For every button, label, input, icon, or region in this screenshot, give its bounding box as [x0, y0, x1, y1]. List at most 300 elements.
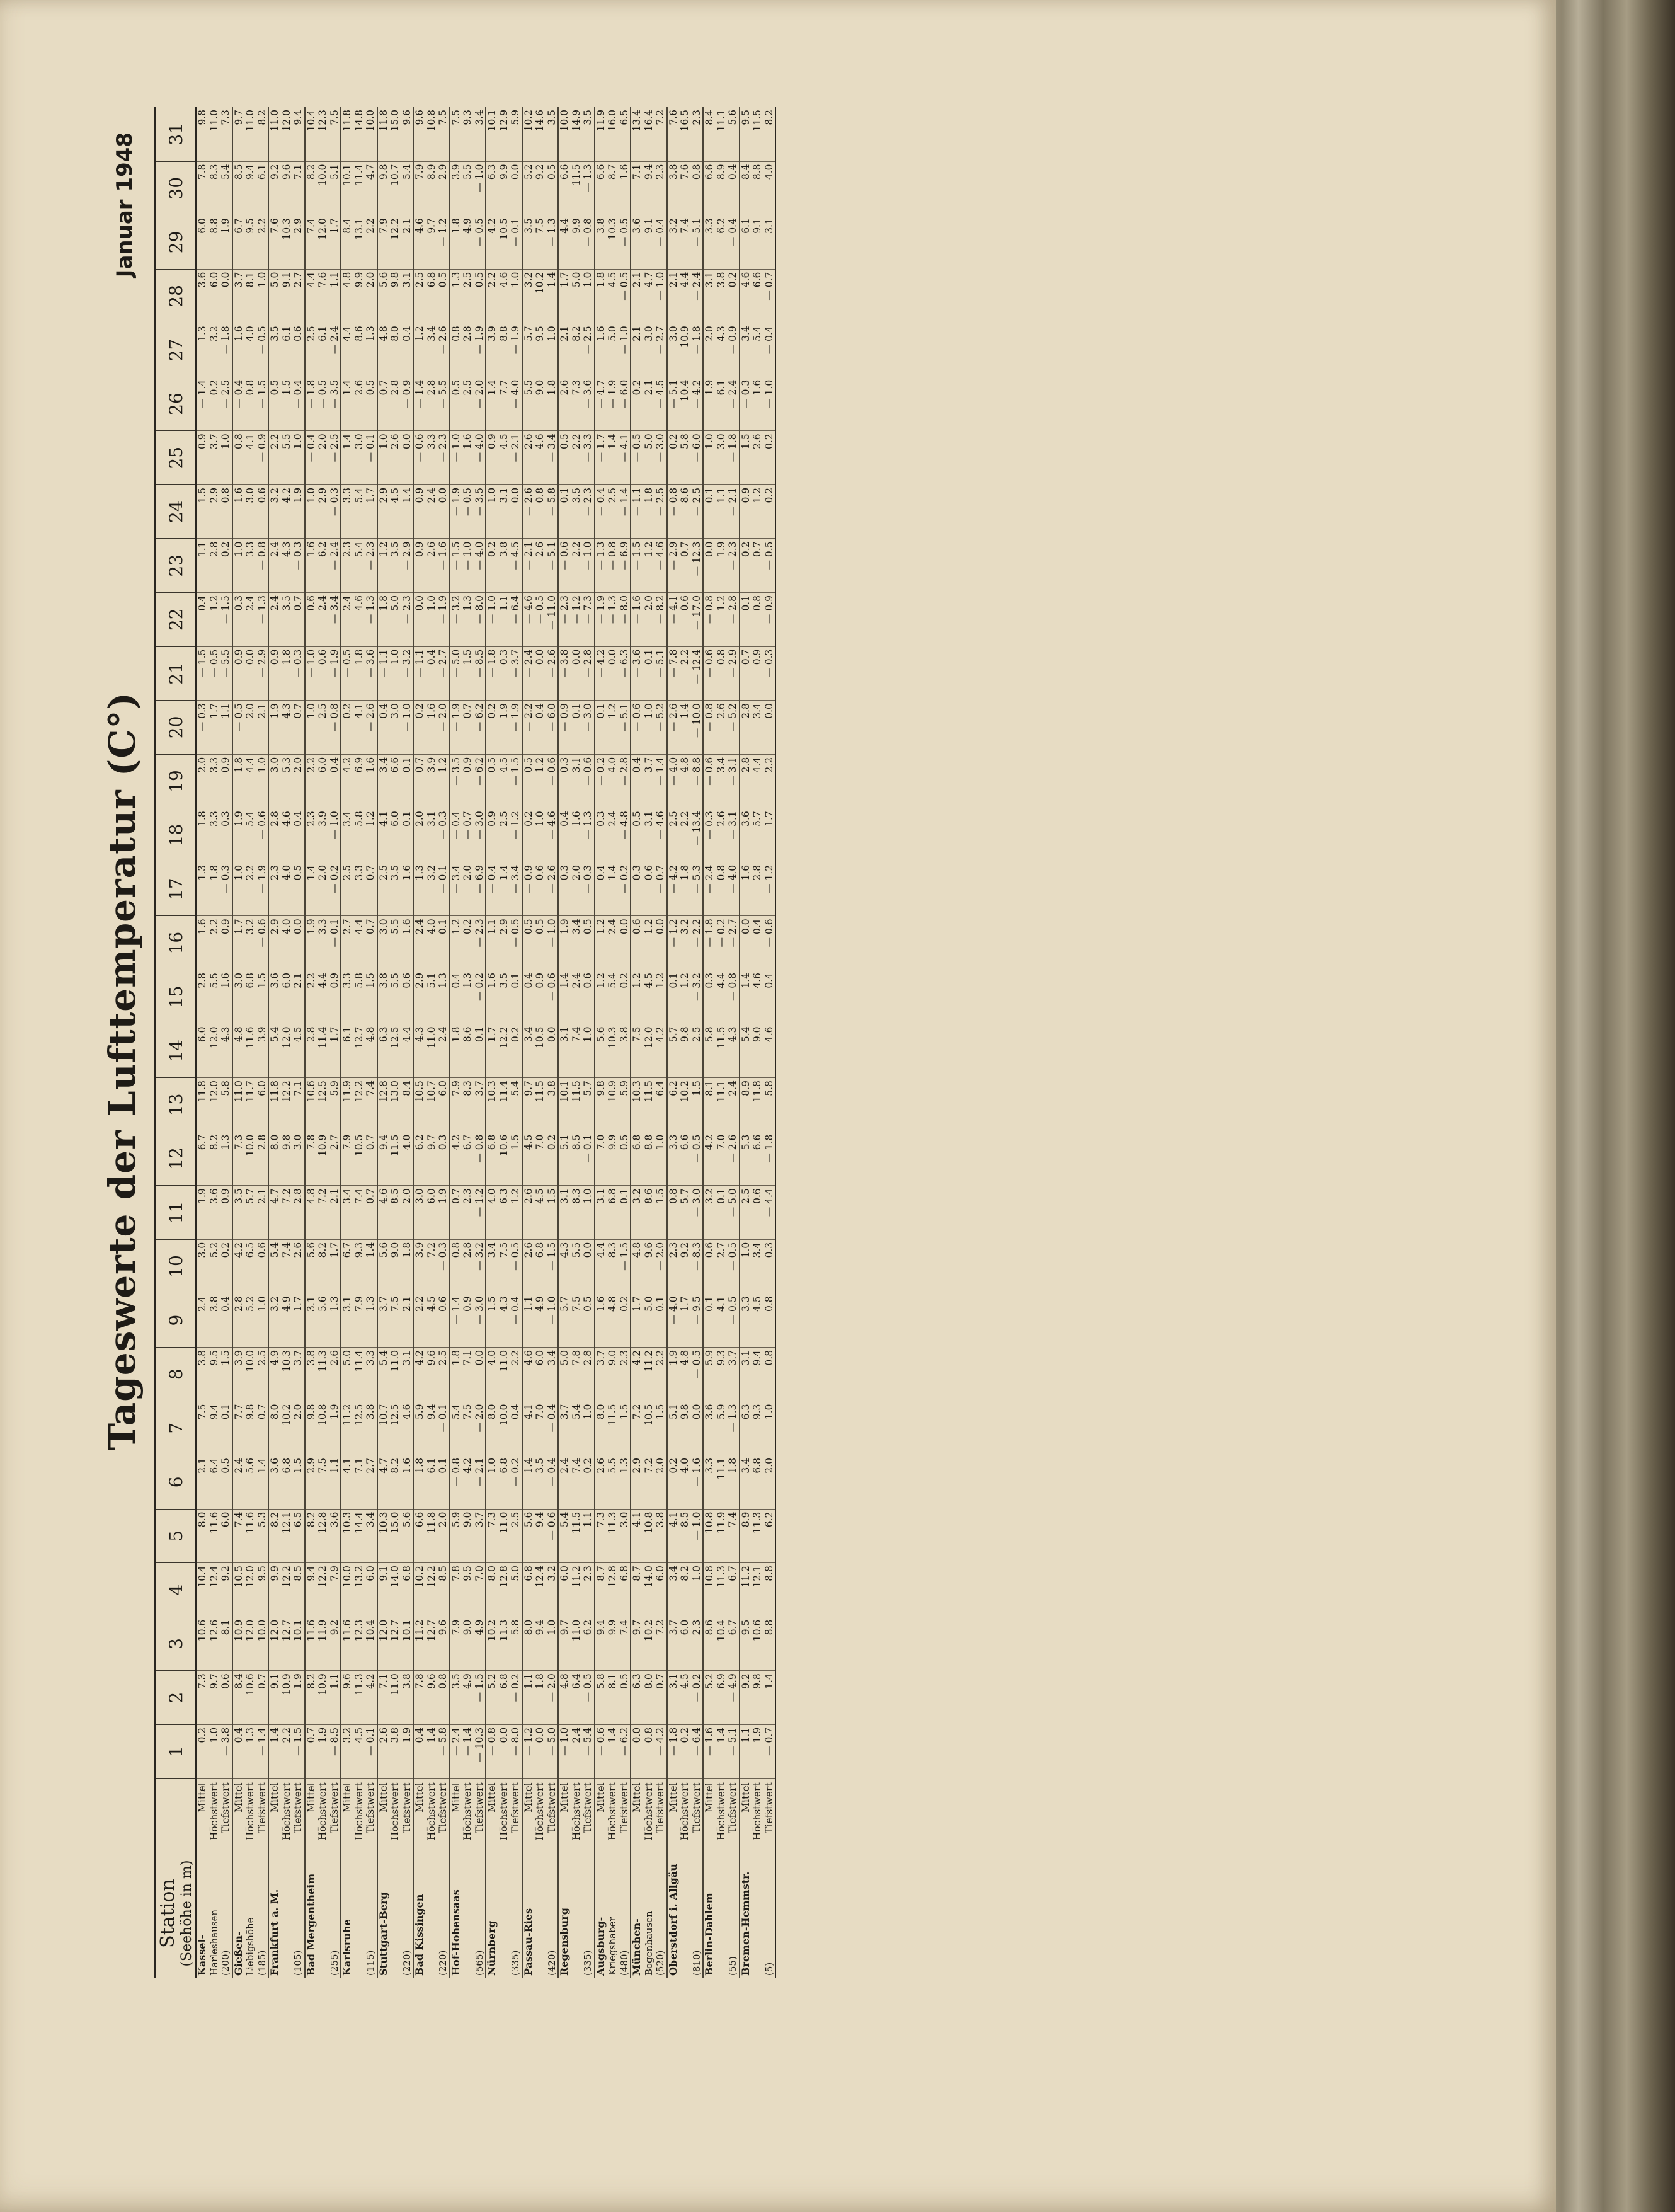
temperature-cell: 4.5: [679, 1671, 691, 1725]
table-row: [281, 107, 293, 1978]
temperature-cell: — 0.5: [510, 1239, 522, 1293]
temperature-cell: 6.7: [727, 1617, 740, 1671]
temperature-cell: 0.3: [595, 808, 607, 862]
temperature-cell: 2.2: [305, 970, 317, 1024]
temperature-cell: 2.4: [607, 808, 619, 862]
table-row: [305, 107, 317, 1978]
station-detail: (255): [328, 1950, 340, 1976]
temperature-cell: 0.9: [220, 1186, 232, 1240]
temperature-cell: 7.5: [317, 1455, 329, 1510]
table-row: [365, 107, 377, 1978]
temperature-cell: 11.0: [426, 1024, 438, 1078]
table-row: [691, 107, 704, 1978]
temperature-cell: 11.5: [571, 161, 583, 215]
temperature-cell: 7.9: [329, 1563, 341, 1617]
value-type: Mittel: [703, 1779, 716, 1848]
temperature-cell: 11.2: [571, 1563, 583, 1617]
temperature-cell: 6.0: [534, 1347, 546, 1401]
temperature-cell: 11.5: [607, 1401, 619, 1455]
temperature-cell: 7.5: [329, 107, 341, 161]
temperature-cell: 11.3: [607, 1509, 619, 1563]
table-row: [474, 107, 486, 1978]
value-type: Mittel: [341, 1779, 353, 1848]
temperature-cell: — 2.3: [474, 916, 486, 970]
temperature-cell: 1.9: [401, 1724, 414, 1779]
temperature-cell: 3.3: [667, 1132, 680, 1186]
temperature-cell: 4.2: [655, 1024, 667, 1078]
temperature-cell: 7.4: [571, 1024, 583, 1078]
temperature-cell: — 5.1: [691, 215, 704, 270]
station-detail: [752, 1848, 763, 1978]
temperature-cell: 12.5: [389, 1401, 401, 1455]
temperature-cell: 5.5: [571, 1239, 583, 1293]
temperature-cell: 8.8: [763, 1563, 776, 1617]
value-type: Höchstwert: [679, 1779, 691, 1848]
temperature-cell: — 0.7: [763, 1724, 776, 1779]
temperature-cell: 0.1: [571, 701, 583, 755]
temperature-cell: 2.3: [462, 1186, 474, 1240]
temperature-cell: 9.3: [462, 107, 474, 161]
temperature-cell: — 0.4: [546, 1401, 559, 1455]
value-type: Höchstwert: [281, 1779, 293, 1848]
temperature-cell: 5.4: [450, 1401, 462, 1455]
temperature-cell: 9.4: [244, 161, 256, 215]
temperature-cell: 2.6: [522, 1239, 535, 1293]
temperature-cell: — 0.6: [256, 916, 269, 970]
temperature-cell: — 3.0: [691, 1186, 704, 1240]
temperature-cell: 6.8: [498, 1455, 510, 1510]
temperature-cell: — 6.0: [619, 377, 631, 431]
temperature-cell: 3.3: [341, 970, 353, 1024]
temperature-cell: 4.2: [281, 484, 293, 539]
temperature-cell: 3.1: [401, 269, 414, 323]
temperature-cell: 1.6: [740, 862, 752, 916]
temperature-cell: 10.3: [607, 215, 619, 270]
temperature-cell: 1.8: [377, 593, 390, 647]
temperature-cell: 8.8: [498, 323, 510, 377]
temperature-cell: — 1.2: [571, 593, 583, 647]
temperature-cell: 11.3: [353, 1671, 365, 1725]
temperature-cell: 1.2: [534, 754, 546, 808]
temperature-cell: — 3.3: [582, 431, 595, 485]
temperature-cell: 4.0: [244, 323, 256, 377]
temperature-cell: 1.3: [413, 862, 426, 916]
temperature-cell: — 0.5: [256, 323, 269, 377]
temperature-cell: 10.3: [281, 1347, 293, 1401]
temperature-cell: 6.2: [317, 539, 329, 593]
temperature-cell: 9.9: [607, 1132, 619, 1186]
temperature-cell: 7.5: [631, 1024, 643, 1078]
temperature-cell: 5.8: [353, 970, 365, 1024]
temperature-cell: 0.4: [401, 323, 414, 377]
temperature-cell: 3.4: [546, 1347, 559, 1401]
temperature-cell: 0.4: [292, 808, 305, 862]
temperature-cell: 1.4: [341, 377, 353, 431]
temperature-cell: 10.5: [498, 215, 510, 270]
temperature-cell: 9.4: [426, 1401, 438, 1455]
temperature-cell: 0.5: [619, 1132, 631, 1186]
temperature-cell: 1.2: [437, 754, 450, 808]
temperature-cell: 2.5: [691, 1024, 704, 1078]
temperature-cell: 12.0: [209, 1078, 220, 1132]
temperature-cell: 7.5: [450, 107, 462, 161]
table-row: [643, 107, 655, 1978]
temperature-cell: 3.0: [196, 1239, 209, 1293]
temperature-cell: 2.8: [256, 1132, 269, 1186]
temperature-cell: 1.8: [595, 269, 607, 323]
temperature-cell: — 1.5: [220, 593, 232, 647]
temperature-cell: 3.1: [426, 808, 438, 862]
temperature-cell: — 1.4: [196, 377, 209, 431]
temperature-cell: — 0.2: [691, 1671, 704, 1725]
temperature-cell: 8.3: [607, 1239, 619, 1293]
temperature-cell: 9.6: [437, 1617, 450, 1671]
temperature-cell: — 2.4: [329, 539, 341, 593]
temperature-cell: 10.0: [256, 1617, 269, 1671]
temperature-cell: 5.0: [558, 1347, 571, 1401]
temperature-cell: 0.1: [474, 1024, 486, 1078]
temperature-cell: — 1.5: [450, 539, 462, 593]
temperature-cell: 7.5: [437, 107, 450, 161]
temperature-cell: 7.0: [716, 1132, 728, 1186]
temperature-cell: 1.6: [619, 161, 631, 215]
temperature-cell: — 4.5: [510, 539, 522, 593]
temperature-cell: 1.4: [401, 484, 414, 539]
station-name: Hof-Hohensaas: [450, 1848, 462, 1978]
temperature-cell: 2.8: [389, 377, 401, 431]
temperature-cell: 8.1: [607, 1671, 619, 1725]
temperature-cell: 3.4: [486, 1239, 498, 1293]
temperature-cell: 1.8: [232, 754, 245, 808]
temperature-cell: 3.7: [292, 1347, 305, 1401]
temperature-cell: 1.9: [220, 215, 232, 270]
temperature-cell: 0.0: [546, 1024, 559, 1078]
temperature-cell: 3.8: [595, 215, 607, 270]
temperature-cell: 1.4: [426, 1724, 438, 1779]
temperature-cell: 1.4: [679, 701, 691, 755]
table-row: [268, 107, 281, 1978]
temperature-cell: 2.3: [619, 1347, 631, 1401]
temperature-cell: — 0.8: [607, 539, 619, 593]
temperature-cell: 1.6: [401, 916, 414, 970]
value-type: Tiefstwert: [691, 1779, 704, 1848]
temperature-cell: — 3.7: [510, 646, 522, 701]
temperature-cell: — 5.3: [691, 862, 704, 916]
temperature-cell: 3.8: [498, 539, 510, 593]
temperature-cell: — 5.8: [437, 1724, 450, 1779]
temperature-cell: 11.0: [498, 1347, 510, 1401]
temperature-cell: 4.4: [401, 1024, 414, 1078]
temperature-cell: 1.6: [232, 323, 245, 377]
temperature-cell: 8.0: [522, 1617, 535, 1671]
temperature-cell: 8.4: [232, 1671, 245, 1725]
temperature-cell: 1.6: [220, 970, 232, 1024]
temperature-cell: 0.8: [752, 593, 763, 647]
temperature-cell: 0.6: [582, 970, 595, 1024]
temperature-cell: 1.9: [703, 377, 716, 431]
temperature-cell: 3.1: [703, 269, 716, 323]
temperature-cell: 5.4: [353, 539, 365, 593]
temperature-cell: 11.2: [643, 1347, 655, 1401]
temperature-cell: — 1.0: [462, 539, 474, 593]
temperature-cell: 2.4: [196, 1293, 209, 1348]
temperature-cell: 6.6: [703, 161, 716, 215]
temperature-cell: 5.8: [353, 808, 365, 862]
table-row: [196, 107, 209, 1978]
temperature-cell: — 1.6: [437, 539, 450, 593]
temperature-cell: 5.9: [619, 1078, 631, 1132]
temperature-cell: 0.5: [582, 1293, 595, 1348]
temperature-cell: 10.1: [401, 1617, 414, 1671]
temperature-cell: 0.5: [582, 916, 595, 970]
temperature-cell: — 0.5: [317, 377, 329, 431]
temperature-cell: 4.2: [365, 1671, 377, 1725]
temperature-cell: 5.3: [281, 754, 293, 808]
temperature-cell: — 4.0: [510, 377, 522, 431]
temperature-cell: 16.0: [607, 107, 619, 161]
temperature-cell: 0.9: [740, 484, 752, 539]
temperature-cell: — 3.4: [450, 862, 462, 916]
temperature-cell: 11.5: [389, 1132, 401, 1186]
temperature-cell: 0.5: [546, 161, 559, 215]
temperature-cell: 5.2: [703, 1671, 716, 1725]
temperature-cell: 6.1: [716, 377, 728, 431]
temperature-cell: 7.9: [377, 215, 390, 270]
temperature-cell: 7.4: [365, 1078, 377, 1132]
temperature-cell: 10.3: [377, 1509, 390, 1563]
temperature-cell: — 5.4: [582, 1724, 595, 1779]
temperature-cell: 12.0: [244, 1563, 256, 1617]
value-type: Mittel: [740, 1779, 752, 1848]
temperature-cell: — 1.0: [619, 323, 631, 377]
temperature-cell: 12.7: [281, 1617, 293, 1671]
temperature-cell: 14.4: [353, 1509, 365, 1563]
value-type: Höchstwert: [209, 1779, 220, 1848]
temperature-cell: 1.6: [752, 377, 763, 431]
temperature-cell: — 0.3: [329, 484, 341, 539]
temperature-cell: — 5.1: [546, 539, 559, 593]
value-type: Tiefstwert: [582, 1779, 595, 1848]
value-type: Mittel: [486, 1779, 498, 1848]
temperature-cell: 0.2: [667, 431, 680, 485]
temperature-cell: 10.4: [365, 1617, 377, 1671]
temperature-cell: 7.0: [474, 1563, 486, 1617]
table-row: [389, 107, 401, 1978]
temperature-cell: 4.8: [607, 1293, 619, 1348]
temperature-cell: 1.2: [643, 916, 655, 970]
station-detail: [716, 1848, 728, 1978]
temperature-cell: — 8.0: [619, 593, 631, 647]
temperature-cell: 3.2: [209, 323, 220, 377]
temperature-cell: 0.7: [655, 1671, 667, 1725]
temperature-cell: 3.4: [740, 1455, 752, 1510]
temperature-cell: 11.6: [305, 1617, 317, 1671]
temperature-cell: — 4.0: [667, 1293, 680, 1348]
temperature-cell: 1.2: [377, 539, 390, 593]
temperature-cell: 3.7: [474, 1078, 486, 1132]
temperature-cell: 1.1: [522, 1671, 535, 1725]
temperature-cell: 5.6: [401, 1509, 414, 1563]
temperature-cell: 7.9: [353, 1293, 365, 1348]
temperature-cell: 10.3: [341, 1509, 353, 1563]
temperature-cell: 3.8: [655, 1509, 667, 1563]
value-type: Mittel: [450, 1779, 462, 1848]
temperature-cell: 2.7: [292, 269, 305, 323]
temperature-cell: 1.7: [292, 1293, 305, 1348]
temperature-cell: 4.6: [401, 1401, 414, 1455]
temperature-cell: — 1.5: [510, 754, 522, 808]
temperature-cell: — 0.3: [437, 808, 450, 862]
temperature-cell: 6.0: [437, 1078, 450, 1132]
temperature-cell: 4.9: [462, 1671, 474, 1725]
temperature-cell: 3.0: [377, 916, 390, 970]
temperature-cell: — 0.4: [655, 215, 667, 270]
temperature-cell: 0.5: [486, 754, 498, 808]
temperature-cell: 1.2: [716, 593, 728, 647]
temperature-cell: — 0.5: [534, 593, 546, 647]
temperature-cell: 0.7: [413, 754, 426, 808]
temperature-cell: 4.6: [413, 215, 426, 270]
temperature-cell: 4.4: [716, 970, 728, 1024]
temperature-cell: 3.9: [486, 323, 498, 377]
temperature-cell: — 6.0: [546, 701, 559, 755]
table-row: [486, 107, 498, 1978]
temperature-cell: 5.1: [329, 161, 341, 215]
temperature-cell: 5.2: [244, 1293, 256, 1348]
temperature-cell: 1.6: [196, 916, 209, 970]
temperature-cell: 2.5: [607, 484, 619, 539]
temperature-cell: — 2.3: [582, 484, 595, 539]
temperature-cell: — 2.5: [220, 377, 232, 431]
header-day: 19: [156, 754, 197, 808]
table-row: [462, 107, 474, 1978]
temperature-cell: 1.0: [486, 1455, 498, 1510]
temperature-cell: 3.4: [571, 916, 583, 970]
temperature-cell: 2.2: [365, 215, 377, 270]
temperature-cell: 9.8: [244, 1401, 256, 1455]
temperature-cell: 0.9: [413, 539, 426, 593]
temperature-cell: — 1.3: [582, 808, 595, 862]
temperature-cell: 4.1: [716, 1293, 728, 1348]
temperature-cell: 7.3: [486, 1509, 498, 1563]
temperature-cell: — 4.0: [727, 862, 740, 916]
temperature-cell: 3.3: [209, 808, 220, 862]
temperature-cell: 7.4: [232, 1509, 245, 1563]
temperature-cell: 9.7: [426, 1132, 438, 1186]
temperature-cell: 5.8: [703, 1024, 716, 1078]
temperature-cell: 6.5: [292, 1509, 305, 1563]
temperature-cell: 3.1: [401, 1347, 414, 1401]
temperature-cell: 2.8: [740, 754, 752, 808]
temperature-cell: 6.8: [281, 1455, 293, 1510]
temperature-cell: 1.9: [305, 916, 317, 970]
temperature-cell: 6.6: [679, 1132, 691, 1186]
temperature-cell: 0.2: [763, 484, 776, 539]
temperature-cell: — 2.7: [655, 323, 667, 377]
temperature-cell: 13.1: [353, 215, 365, 270]
temperature-cell: 5.0: [341, 1347, 353, 1401]
temperature-cell: 0.4: [232, 1724, 245, 1779]
temperature-cell: 0.1: [220, 1401, 232, 1455]
temperature-cell: 11.9: [341, 1078, 353, 1132]
table-row: [256, 107, 269, 1978]
temperature-cell: — 8.0: [510, 1724, 522, 1779]
temperature-cell: 12.2: [426, 1563, 438, 1617]
temperature-cell: 2.5: [462, 377, 474, 431]
temperature-cell: 1.3: [365, 323, 377, 377]
temperature-cell: 3.6: [740, 808, 752, 862]
temperature-cell: 7.0: [595, 1132, 607, 1186]
temperature-cell: 12.5: [353, 1401, 365, 1455]
temperature-cell: — 4.7: [595, 377, 607, 431]
station-name: München-: [631, 1848, 643, 1978]
header-day: 18: [156, 808, 197, 862]
temperature-cell: 5.6: [317, 1293, 329, 1348]
temperature-cell: 4.4: [558, 215, 571, 270]
temperature-cell: 3.3: [341, 484, 353, 539]
temperature-cell: 5.9: [510, 107, 522, 161]
temperature-cell: — 2.0: [474, 377, 486, 431]
temperature-cell: 5.1: [667, 1401, 680, 1455]
temperature-cell: 2.6: [534, 539, 546, 593]
temperature-cell: 0.5: [619, 1671, 631, 1725]
temperature-cell: — 13.4: [691, 808, 704, 862]
temperature-cell: 2.5: [305, 323, 317, 377]
temperature-cell: — 0.6: [582, 754, 595, 808]
temperature-cell: 9.7: [426, 215, 438, 270]
temperature-cell: 0.7: [292, 593, 305, 647]
temperature-cell: 2.8: [462, 1239, 474, 1293]
temperature-cell: 0.2: [486, 539, 498, 593]
temperature-cell: 6.6: [389, 754, 401, 808]
temperature-cell: — 0.5: [510, 916, 522, 970]
temperature-cell: 0.3: [232, 593, 245, 647]
temperature-cell: 4.6: [353, 593, 365, 647]
temperature-cell: 12.3: [317, 107, 329, 161]
temperature-cell: — 2.4: [450, 1724, 462, 1779]
temperature-cell: 1.4: [763, 1671, 776, 1725]
temperature-cell: — 0.7: [763, 269, 776, 323]
temperature-cell: — 1.1: [377, 646, 390, 701]
temperature-cell: 2.1: [256, 701, 269, 755]
value-type: Tiefstwert: [256, 1779, 269, 1848]
temperature-cell: 11.0: [389, 1347, 401, 1401]
temperature-cell: 1.1: [486, 916, 498, 970]
temperature-cell: 3.0: [643, 323, 655, 377]
value-type: Höchstwert: [244, 1779, 256, 1848]
temperature-cell: 0.3: [763, 1239, 776, 1293]
temperature-cell: 3.7: [667, 1617, 680, 1671]
value-type: Tiefstwert: [763, 1779, 776, 1848]
temperature-cell: 3.1: [498, 484, 510, 539]
table-row: [329, 107, 341, 1978]
temperature-cell: 1.4: [716, 1724, 728, 1779]
temperature-cell: 9.6: [643, 1239, 655, 1293]
temperature-cell: 0.5: [450, 377, 462, 431]
temperature-cell: — 0.2: [474, 970, 486, 1024]
table-row: [401, 107, 414, 1978]
temperature-cell: 10.2: [413, 1563, 426, 1617]
temperature-cell: 2.4: [727, 1078, 740, 1132]
temperature-cell: 3.0: [232, 970, 245, 1024]
temperature-cell: — 2.8: [619, 754, 631, 808]
temperature-cell: 5.1: [558, 1132, 571, 1186]
temperature-cell: — 2.8: [727, 593, 740, 647]
temperature-cell: — 0.9: [256, 431, 269, 485]
temperature-cell: 2.0: [401, 1186, 414, 1240]
temperature-cell: 0.2: [486, 701, 498, 755]
temperature-cell: 15.0: [389, 107, 401, 161]
